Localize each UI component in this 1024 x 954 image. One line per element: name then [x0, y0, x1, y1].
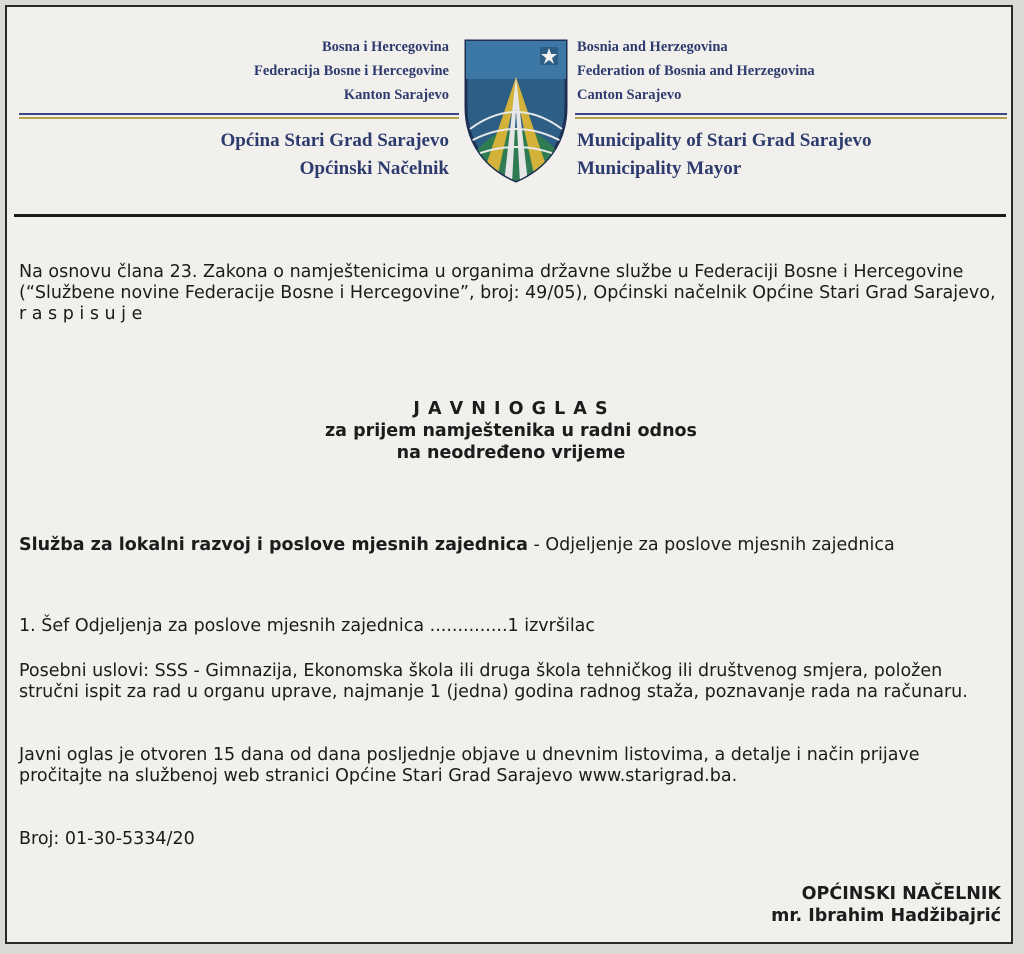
notice-subtitle-2: na neodređeno vrijeme [396, 443, 626, 463]
letterhead-left-line-2: Federacija Bosne i Hercegovine [253, 63, 449, 79]
header-rule-left-gold [19, 117, 459, 119]
letterhead-left-line-1: Bosna i Hercegovina [321, 39, 449, 55]
header-rule-right-blue [575, 113, 1007, 115]
deadline-paragraph: Javni oglas je otvoren 15 dana od dana posljednje objave u dnevnim listovima, a detalje i način prijave pročitajte na službenoj web stranici Općine Stari Grad Sarajevo www.starigrad.ba. [19, 745, 920, 786]
office-left-line-1: Općina Stari Grad Sarajevo [220, 130, 449, 151]
header-divider [14, 214, 1006, 217]
service-paragraph [19, 535, 919, 556]
notice-frame [5, 5, 1013, 944]
signature-name: mr. Ibrahim Hadžibajrić [771, 906, 1001, 926]
office-left-line-2: Općinski Načelnik [299, 158, 449, 179]
letterhead-right-line-1: Bosnia and Herzegovina [577, 39, 728, 55]
coat-of-arms-icon [460, 33, 572, 185]
letterhead-right-line-2: Federation of Bosnia and Herzegovina [577, 63, 815, 79]
notice-title: J A V N I O G L A S [413, 399, 609, 419]
service-department: - Odjeljenje za poslove mjesnih zajednica [527, 535, 895, 555]
letterhead-left-line-3: Kanton Sarajevo [343, 87, 449, 103]
letterhead [7, 7, 1011, 217]
letterhead-right-line-3: Canton Sarajevo [577, 87, 682, 103]
position-line: 1. Šef Odjeljenja za poslove mjesnih zajednica ..............1 izvršilac [19, 616, 596, 636]
office-right-line-2: Municipality Mayor [577, 158, 742, 179]
reference-number: Broj: 01-30-5334/20 [19, 829, 195, 849]
service-name: Služba za lokalni razvoj i poslove mjesnih zajednica [19, 535, 528, 555]
header-rule-right-gold [575, 117, 1007, 119]
conditions-paragraph: Posebni uslovi: SSS - Gimnazija, Ekonomska škola ili druga škola tehničkog ili društvenog smjera, položen stručni ispit za rad u organu uprave, najmanje 1 (jedna) godina radnog staža, poznavanje rada na računaru. [19, 661, 968, 702]
signature-title: OPĆINSKI NAČELNIK [801, 884, 1001, 904]
notice-subtitle-1: za prijem namještenika u radni odnos [325, 421, 697, 441]
intro-paragraph: Na osnovu člana 23. Zakona o namještenicima u organima državne službe u Federaciji Bosne i Hercegovine (“Službene novine Federacije Bosne i Hercegovine”, broj: 49/05), Općinski načelnik Općine Stari Grad Sarajevo, r a s p i s u j e [19, 262, 996, 324]
office-right-line-1: Municipality of Stari Grad Sarajevo [577, 130, 872, 151]
header-rule-left-blue [19, 113, 459, 115]
